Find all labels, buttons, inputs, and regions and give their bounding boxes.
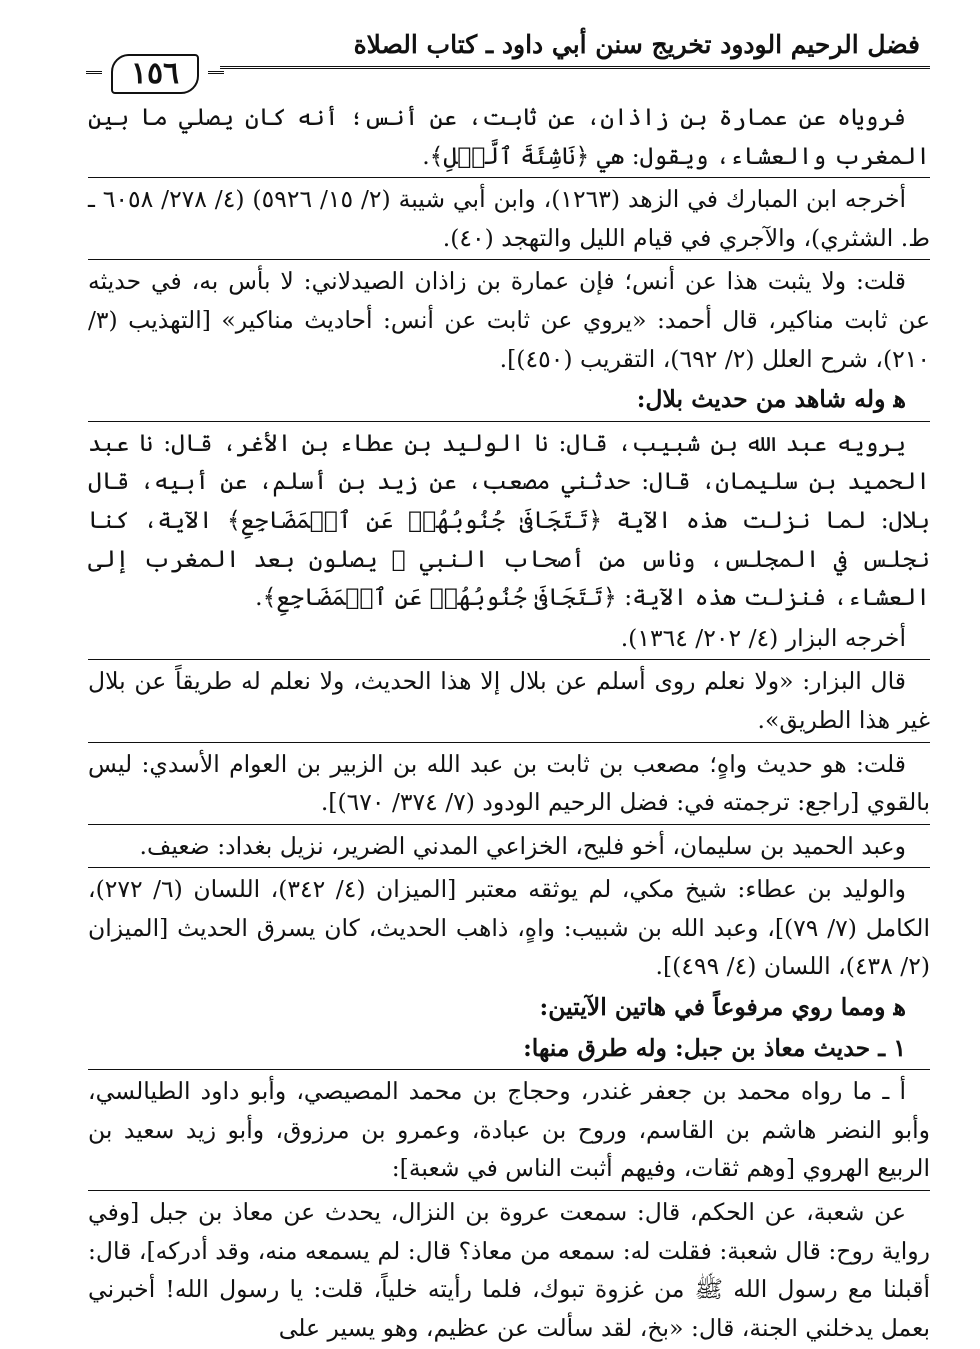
paragraph-divider (88, 1069, 930, 1070)
paragraph-divider (88, 177, 930, 178)
paragraph: عن شعبة، عن الحكم، قال: سمعت عروة بن النزال، يحدث عن معاذ بن جبل [وفي رواية روح: قال شعبة: فقلت له: سمعه من معاذ؟ قال: لم يسمعه منه، وقد أدركه]، قال: أقبلنا مع رسول الله ﷺ من غزوة تبوك، فلما رأيته خلياً، قلت: يا رسول الله! أخبرني بعمل يدخلني الجنة، قال: «بخ، لقد سألت عن عظيم، وهو يسير على (88, 1198, 930, 1342)
paragraph-divider (88, 824, 930, 825)
paragraph: يرويه عبد الله بن شبيب، قال: نا الوليد بن عطاء بن الأغر، قال: نا عبد الحميد بن سليمان، قال: حدثني مصعب، عن زيد بن أسلم، عن أبيه، قال بلال: لما نزلت هذه الآية ﴿تَتَجَافَىٰ جُنُوبُهُمۡ عَنِ ٱلۡمَضَاجِعِ﴾ الآية، كنا نجلس في المجلس، وناس من أصحاب النبي ﷺ يصلون بعد المغرب إلى العشاء، فنزلت هذه الآية: ﴿تَتَجَافَىٰ جُنُوبُهُمۡ عَنِ ٱلۡمَضَاجِعِ﴾. (88, 428, 930, 612)
page-number-badge (90, 54, 220, 94)
page-number: ١٥٦ (111, 54, 199, 94)
paragraph: أخرجه البزار (٤/ ٢٠٢/ ١٣٦٤). (620, 623, 906, 652)
paragraph-divider (88, 659, 930, 660)
paragraph-divider (88, 421, 930, 422)
paragraph: قلت: ولا يثبت هذا عن أنس؛ فإن عمارة بن زاذان الصيدلاني: لا بأس به، في حديثه عن ثابت مناكير، قال أحمد: «يروي عن ثابت عن أنس: أحاديث مناكير» [التهذيب (٣/ ٢١٠)، شرح العلل (٢/ ٦٩٢)، التقريب (٤٥٠)]. (88, 267, 930, 373)
paragraph: قال البزار: «ولا نعلم روى أسلم عن بلال إلا هذا الحديث، ولا نعلم له طريقاً عن بلال غير هذا الطريق». (88, 667, 930, 734)
subsection-heading: ١ ـ حديث معاذ بن جبل: وله طرق منها: (523, 1033, 906, 1062)
paragraph: أخرجه ابن المبارك في الزهد (١٢٦٣)، وابن أبي شيبة (٢/ ١٥/ ٥٩٢٦) (٤/ ٢٧٨/ ٦٠٥٨ ـ ط. الشثري)، والآجري في قيام الليل والتهجد (٤٠). (88, 185, 930, 252)
paragraph: قلت: هو حديث واهٍ؛ مصعب بن ثابت بن عبد الله بن الزبير بن العوام الأسدي: ليس بالقوي [راجع: ترجمته في: فضل الرحيم الودود (٧/ ٣٧٤/ ٦٧٠)]. (88, 749, 930, 817)
paragraph: وعبد الحميد بن سليمان، أخو فليح، الخزاعي المدني الضرير، نزيل بغداد: ضعيف. (139, 831, 906, 860)
paragraph-divider (88, 867, 930, 868)
paragraph: فروياه عن عمارة بن زاذان، عن ثابت، عن أنس؛ أنه كان يصلي ما بين المغرب والعشاء، ويقول: هي ﴿نَاشِئَةَ ٱلَّيۡلِ﴾. (88, 103, 930, 170)
page-body (88, 98, 930, 1349)
paragraph: أ ـ ما رواه محمد بن جعفر غندر، وحجاج بن محمد المصيصي، وأبو داود الطيالسي، وأبو النضر هاشم بن القاسم، وروح بن عبادة، وعمرو بن مرزوق، وأبو زيد سعيد بن الربيع الهروي [وهم ثقات، وفيهم أثبت الناس في شعبة]: (88, 1077, 930, 1183)
section-heading: ﻫ ومما روي مرفوعاً في هاتين الآيتين: (539, 993, 906, 1022)
running-title: فضل الرحيم الودود تخريج سنن أبي داود ـ كتاب الصلاة (353, 30, 920, 59)
paragraph-divider (88, 1190, 930, 1191)
paragraph: والوليد بن عطاء: شيخ مكي، لم يوثقه معتبر [الميزان (٤/ ٣٤٢)، اللسان (٦/ ٢٧٢)، الكامل (٧/ ٧٩)]، وعبد الله بن شبيب: واهٍ، ذاهب الحديث، كان يسرق الحديث [الميزان (٢/ ٤٣٨)، اللسان (٤/ ٤٩٩)]. (88, 875, 930, 981)
page-header (90, 22, 930, 102)
paragraph-divider (88, 742, 930, 743)
section-heading: ﻫ وله شاهد من حديث بلال: (636, 385, 906, 414)
paragraph-divider (88, 259, 930, 260)
